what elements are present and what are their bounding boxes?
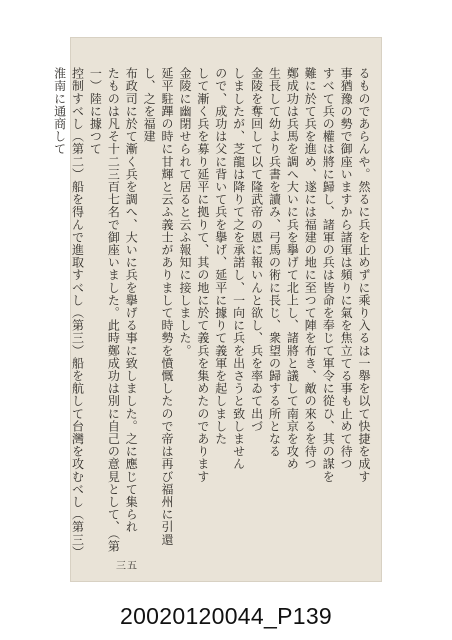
text-column: 金陵に幽閉せられて居ると云ふ報知に接しました。 [177, 67, 192, 357]
image-caption: 20020120044_P139 [119, 603, 332, 629]
text-column: 難に於て兵を進め、遂には福建の地に至つて陣を布き、敵の來るを待つ [303, 67, 318, 471]
page-number: 三五 [116, 561, 138, 572]
text-column: して漸く兵を募り延平に拠りて、其の地に於て義兵を集めたのであります [195, 67, 210, 483]
text-column: たものは凡そ十二三百七名で御座いました。此時鄭成功は別に自己の意見として、（第一）陸に據つて [88, 67, 121, 553]
text-column: ので、成功は父に背いて兵を擧げ、延平に據りて義軍を起しました [213, 67, 228, 445]
text-column: 布政司に於て漸く兵を調へ、大いに兵を擧げる事に致しました。之に應じて集られ [124, 67, 139, 534]
vertical-text-body [52, 67, 372, 563]
book-page [52, 37, 382, 582]
text-column: るものであらんや。然るに兵を止めずに乘り入るは一舉を以て快捷を成す [357, 67, 371, 483]
text-column: 鄭成功は兵馬を調へ大いに兵を擧げて北上し、諸將と議して南京を攻め [285, 67, 300, 471]
text-column: しましたが、芝龍は降りて之を承諾し、一向に兵を出さうと致しません [231, 67, 246, 471]
text-column: 事猶豫の勢で御座いますから諸軍は頻りに氣を焦立てる事も止めて待つ [339, 67, 354, 471]
text-column: 延平駐蹕の時に甘輝と云ふ義士がありまして時勢を憤慨したので帝は再び福州に引還し、之を福建 [142, 67, 175, 546]
text-column: すべて兵の權は將に歸し、諸軍の兵は皆命を奉じて軍令に從ひ、其の謀を [321, 67, 336, 483]
text-column: 金陵を奪回して以て隆武帝の恩に報いんと欲し、兵を率ゐて出づ [249, 67, 264, 433]
text-column: 生長して幼より兵書を讀み、弓馬の術に長じ、衆望の歸する所となる [267, 67, 282, 458]
text-column: 控制すべし（第二）船を得んで進取すべし（第三）船を航して台灣を攻むべし（第三）淮南に通商して [52, 67, 85, 559]
